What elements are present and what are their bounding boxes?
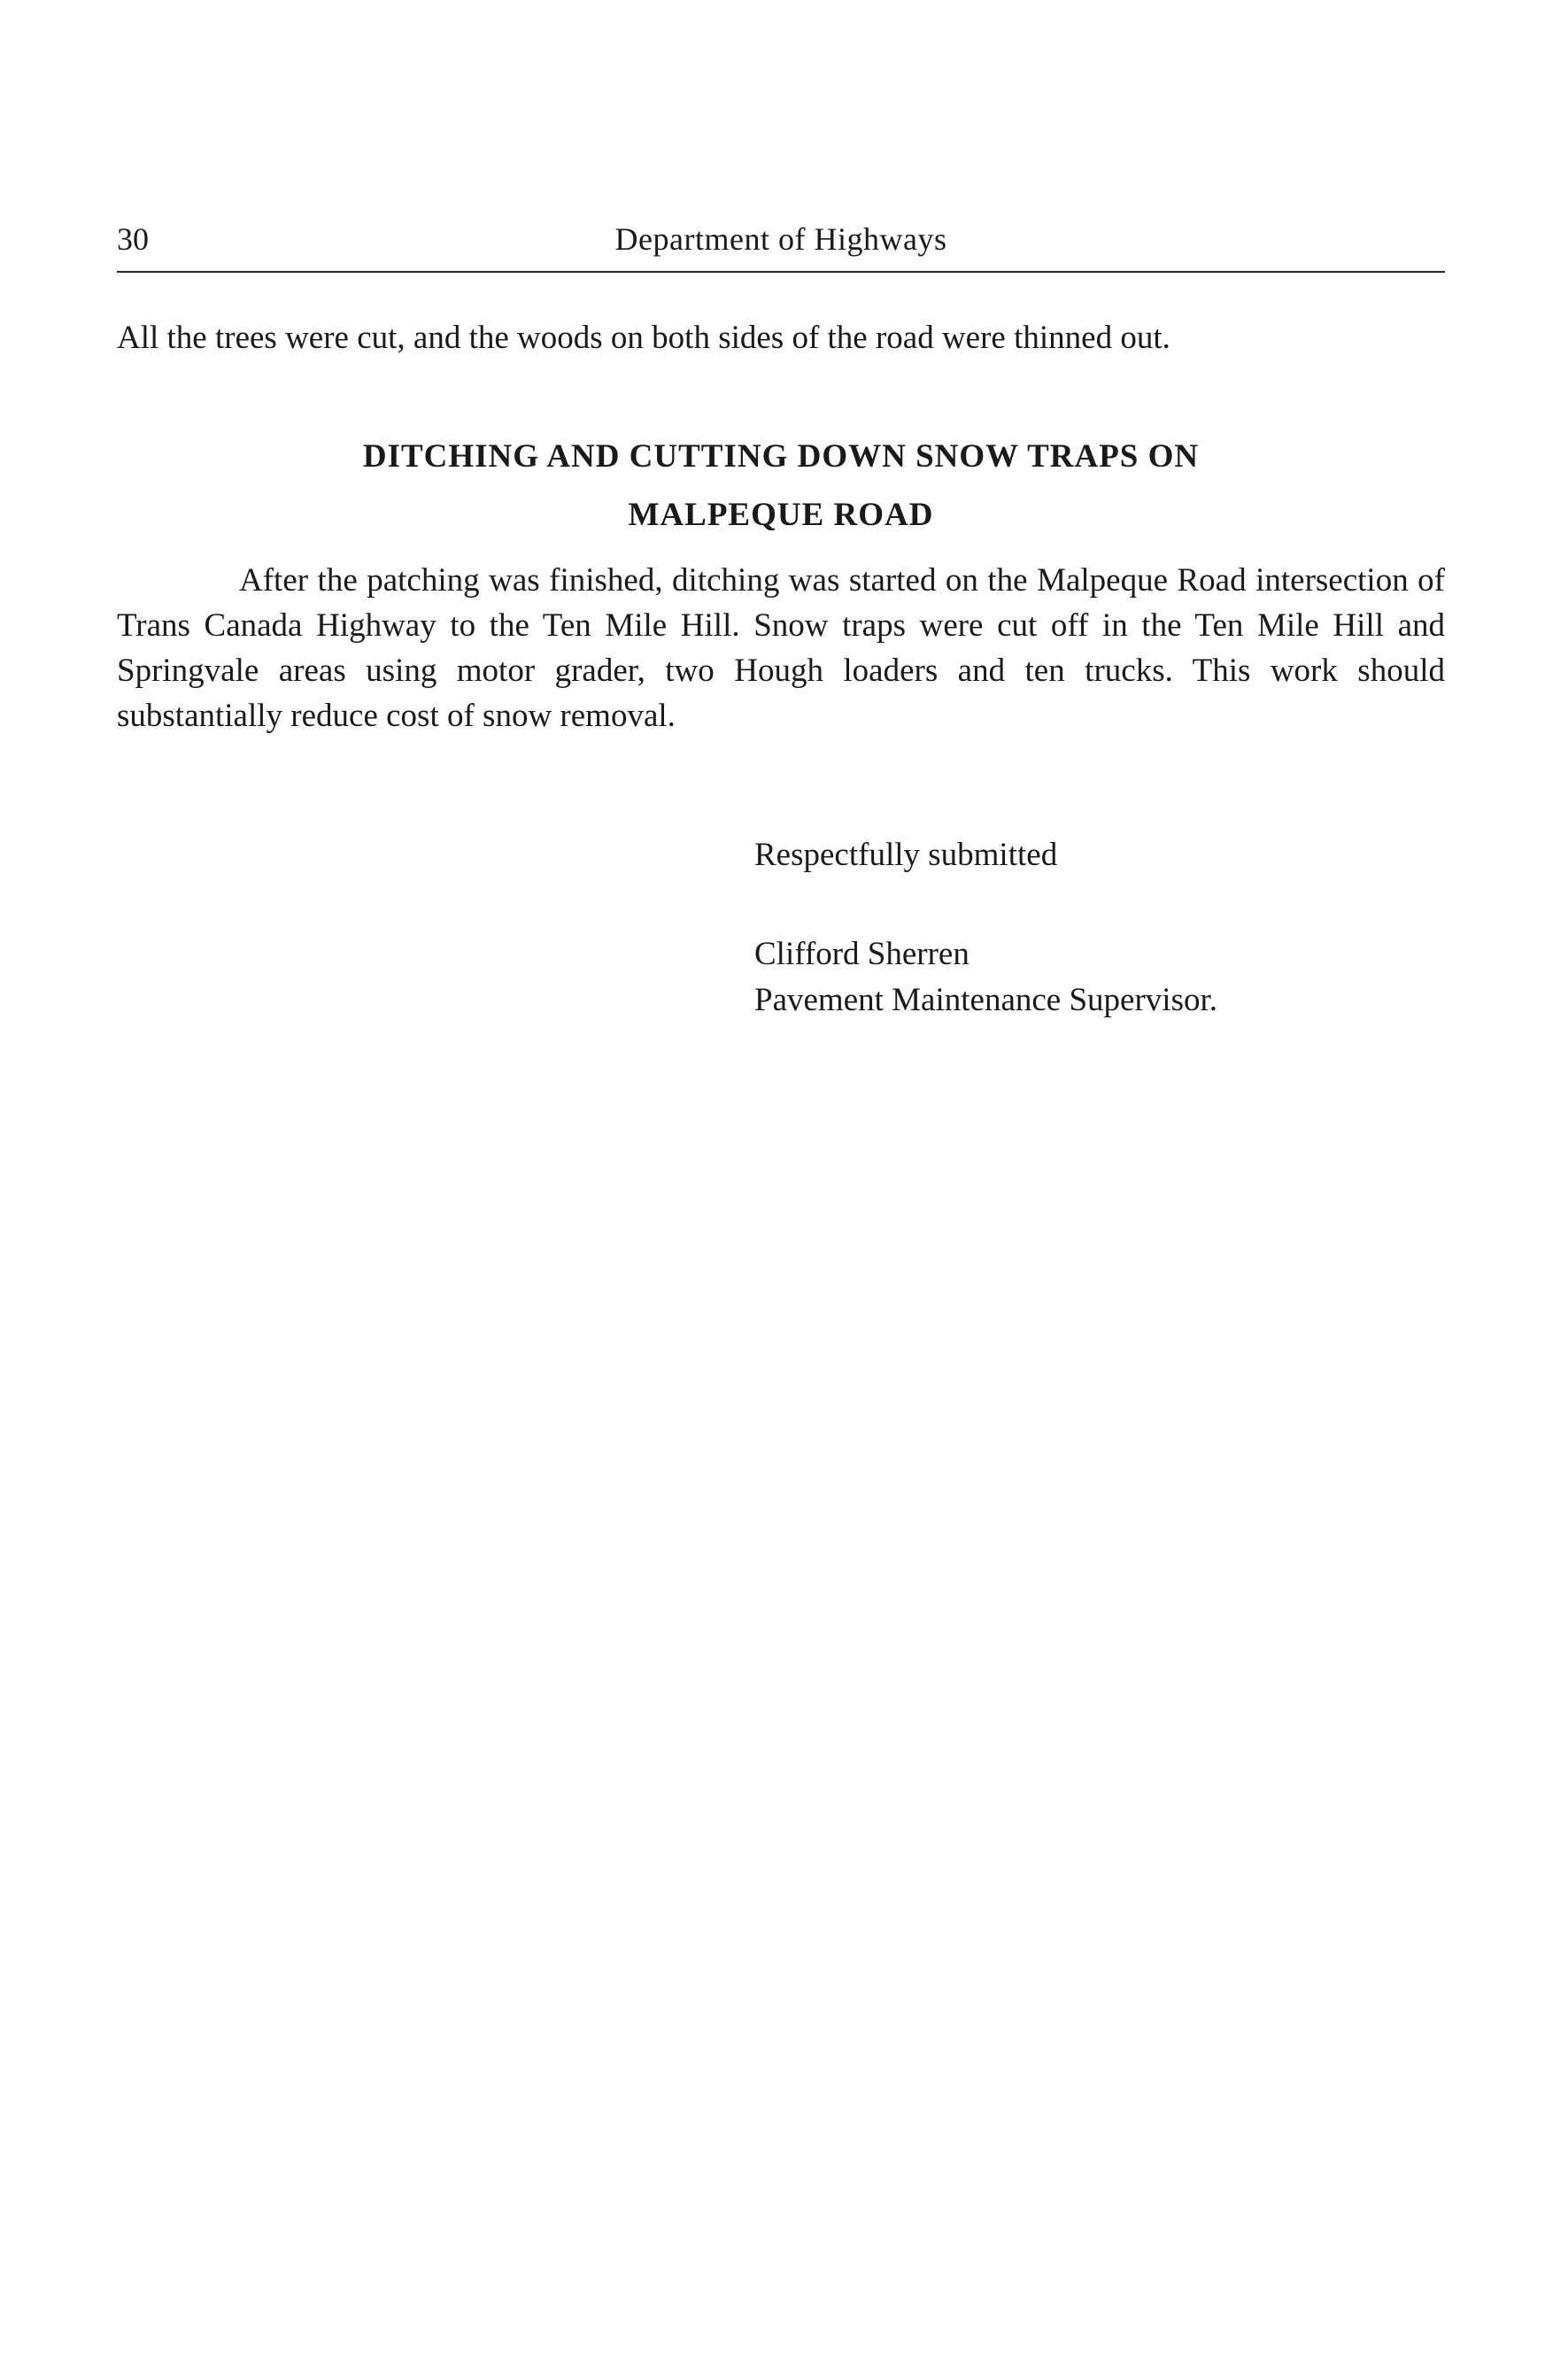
- intro-paragraph: All the trees were cut, and the woods on both sides of the road were thinned out.: [117, 320, 1170, 356]
- header-rule: [117, 271, 1445, 273]
- page-header: [117, 212, 1445, 271]
- signoff-closing: Respectfully submitted: [754, 837, 1058, 873]
- section-heading-line-2: MALPEQUE ROAD: [628, 497, 934, 533]
- section-heading-line-1: DITCHING AND CUTTING DOWN SNOW TRAPS ON: [362, 438, 1200, 475]
- page-number: 30: [117, 221, 149, 257]
- signoff-title: Pavement Maintenance Supervisor.: [754, 982, 1218, 1018]
- signoff-name: Clifford Sherren: [754, 936, 969, 972]
- running-title: Department of Highways: [614, 221, 947, 257]
- section-paragraph: After the patching was finished, ditching was started on the Malpeque Road intersection of Trans Canada Highway to the Ten Mile Hill. Snow traps were cut off in the Ten Mile Hill and Springvale areas using motor grader, two Hough loaders and ten trucks. This work should substantially reduce cost of snow removal.: [117, 562, 1445, 734]
